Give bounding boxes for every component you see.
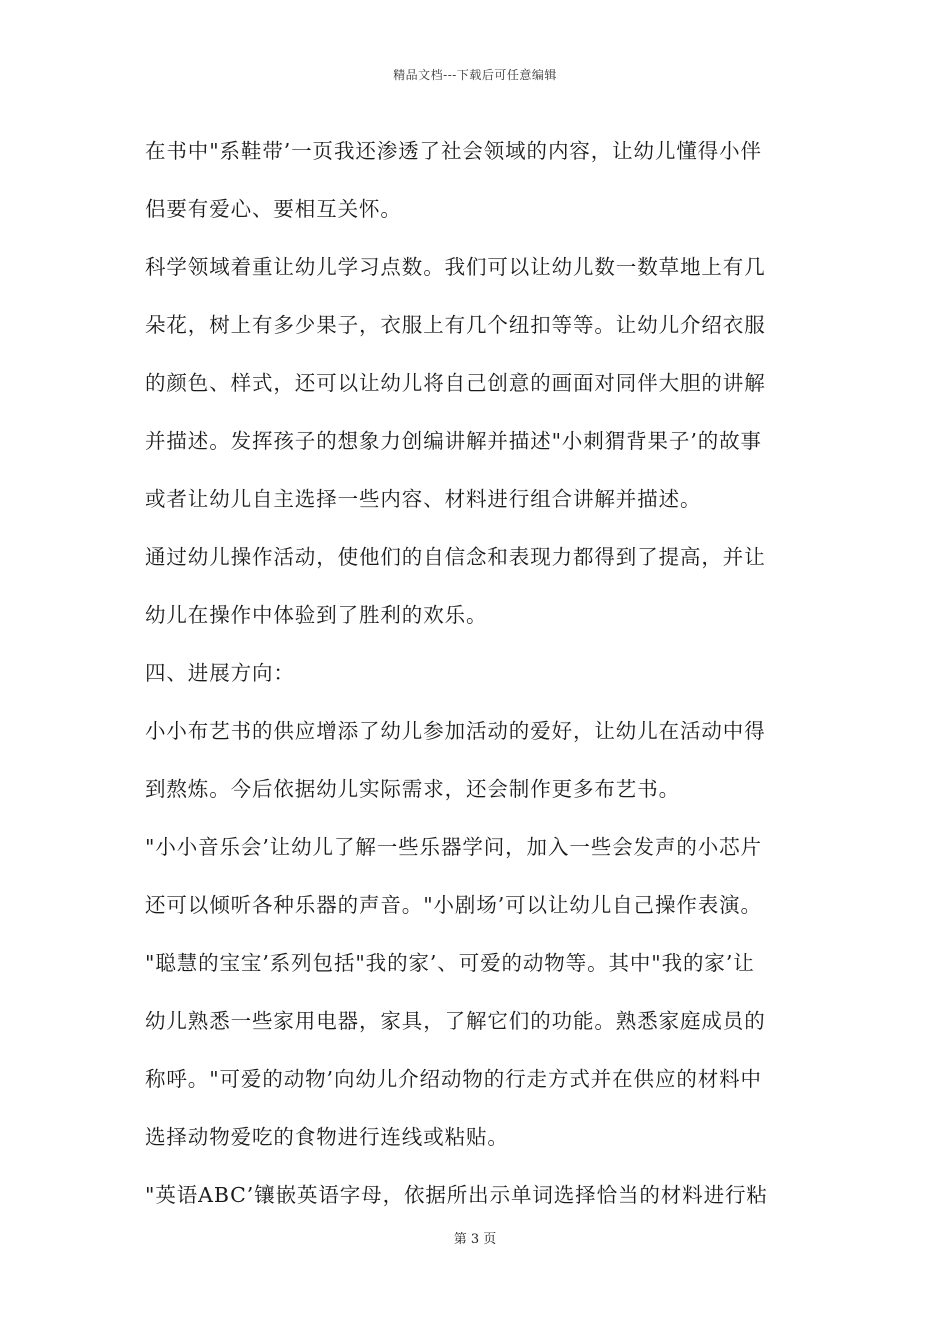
text-line: 称呼。"可爱的动物’向幼儿介绍动物的行走方式并在供应的材料中 — [145, 1067, 762, 1091]
text-line: 在书中"系鞋带’一页我还渗透了社会领域的内容，让幼儿懂得小伴 — [145, 139, 762, 163]
text-line: 科学领域着重让幼儿学习点数。我们可以让幼儿数一数草地上有几 — [145, 255, 766, 279]
text-line: "小小音乐会’让幼儿了解一些乐器学问，加入一些会发声的小芯片 — [145, 835, 762, 859]
body-text — [145, 128, 813, 1230]
text-line: 还可以倾听各种乐器的声音。"小剧场’可以让幼儿自己操作表演。 — [145, 893, 762, 917]
text-line: 通过幼儿操作活动，使他们的自信念和表现力都得到了提高，并让 — [145, 545, 766, 569]
text-line: 幼儿熟悉一些家用电器，家具，了解它们的功能。熟悉家庭成员的 — [145, 1009, 766, 1033]
text-line: "英语ABC’镶嵌英语字母，依据所出示单词选择恰当的材料进行粘 — [145, 1183, 768, 1207]
text-line: 并描述。发挥孩子的想象力创编讲解并描述"小刺猬背果子’的故事 — [145, 429, 762, 453]
text-line: 朵花，树上有多少果子，衣服上有几个纽扣等等。让幼儿介绍衣服 — [145, 313, 766, 337]
text-line: 的颜色、样式，还可以让幼儿将自己创意的画面对同伴大胆的讲解 — [145, 371, 766, 395]
text-line: 到熬炼。今后依据幼儿实际需求，还会制作更多布艺书。 — [145, 777, 680, 801]
text-line: 或者让幼儿自主选择一些内容、材料进行组合讲解并描述。 — [145, 487, 702, 511]
text-line: 侣要有爱心、要相互关怀。 — [145, 197, 402, 221]
text-line: 小小布艺书的供应增添了幼儿参加活动的爱好，让幼儿在活动中得 — [145, 719, 766, 743]
text-line: "聪慧的宝宝’系列包括"我的家’、可爱的动物等。其中"我的家’让 — [145, 951, 755, 975]
page-number: 第 3 页 — [453, 1232, 497, 1247]
section-heading: 四、进展方向： — [145, 661, 295, 685]
page-header: 精品文档---下载后可任意编辑 — [393, 68, 557, 82]
text-line: 选择动物爱吃的食物进行连线或粘贴。 — [145, 1125, 509, 1149]
text-line: 幼儿在操作中体验到了胜利的欢乐。 — [145, 603, 488, 627]
